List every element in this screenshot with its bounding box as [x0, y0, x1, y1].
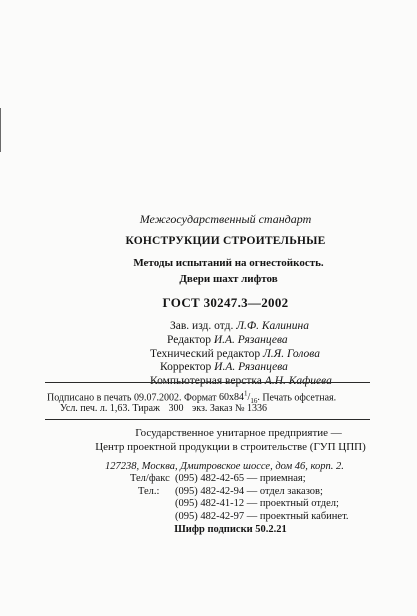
- credit-name: И.А. Рязанцева: [213, 333, 288, 346]
- standard-type: Межгосударственный стандарт: [139, 212, 312, 226]
- credit-role: Корректор: [160, 361, 212, 374]
- divider-top: [45, 382, 370, 383]
- sheets-info: Усл. печ. л. 1,63.: [60, 403, 130, 414]
- publisher-line-2: Центр проектной продукции в строительстве (ГУП ЦПП): [95, 441, 366, 453]
- credit-name: И.А. Рязанцева: [214, 361, 288, 374]
- format-denominator: 16: [250, 397, 258, 406]
- contact-value: (095) 482-41-12 — проектный отдел;: [175, 498, 339, 510]
- contact-value: (095) 482-42-97 — проектный кабинет.: [175, 510, 349, 522]
- contact-label: Тел.:: [138, 485, 160, 497]
- standard-code: ГОСТ 30247.3—2002: [162, 295, 289, 310]
- publisher-line-1: Государственное унитарное предприятие —: [135, 427, 342, 439]
- format-base: 60x84: [219, 392, 245, 404]
- signed-date: 09.07.2002.: [133, 392, 182, 404]
- credit-row: [150, 334, 332, 348]
- format-numerator: 1: [244, 390, 248, 398]
- copies-label: экз.: [191, 403, 208, 414]
- divider-bottom: [45, 419, 370, 420]
- format-label: Формат: [183, 392, 217, 404]
- document-title: КОНСТРУКЦИИ СТРОИТЕЛЬНЫЕ: [125, 235, 326, 247]
- contact-label: Тел/факс: [130, 473, 170, 484]
- signed-label: Подписано в печать: [47, 392, 132, 404]
- credit-role: Технический редактор: [150, 347, 261, 360]
- print-type: Печать офсетная.: [262, 392, 337, 404]
- contact-value: (095) 482-42-65 — приемная;: [175, 473, 306, 484]
- run-label: Тираж: [132, 403, 160, 414]
- page-edge-mark: [0, 108, 1, 152]
- credit-row: [150, 348, 332, 362]
- document-subtitle-line1: Методы испытаний на огнестойкость.: [133, 257, 324, 269]
- credit-role: Зав. изд. отд.: [170, 320, 234, 332]
- run-value: 300: [168, 403, 184, 414]
- subscription-cipher: Шифр подписки 50.2.21: [174, 524, 287, 535]
- format-value: $60x84^1/_{16}$.: [219, 390, 260, 406]
- credit-name: Л.Ф. Калинина: [236, 320, 309, 332]
- publisher-address: 127238, Москва, Дмитровское шоссе, дом 46, корп. 2.: [105, 461, 344, 472]
- document-subtitle-line2: Двери шахт лифтов: [179, 273, 278, 285]
- credit-row: [150, 320, 332, 334]
- credit-row: [150, 361, 332, 375]
- credit-name: Л.Я. Голова: [263, 347, 320, 360]
- order-label: Заказ №: [209, 403, 245, 414]
- publication-line-2: [60, 404, 267, 414]
- order-value: 1336: [247, 403, 267, 414]
- credit-role: Редактор: [167, 333, 211, 346]
- credits-block: [150, 320, 332, 389]
- contact-value: (095) 482-42-94 — отдел заказов;: [175, 485, 323, 497]
